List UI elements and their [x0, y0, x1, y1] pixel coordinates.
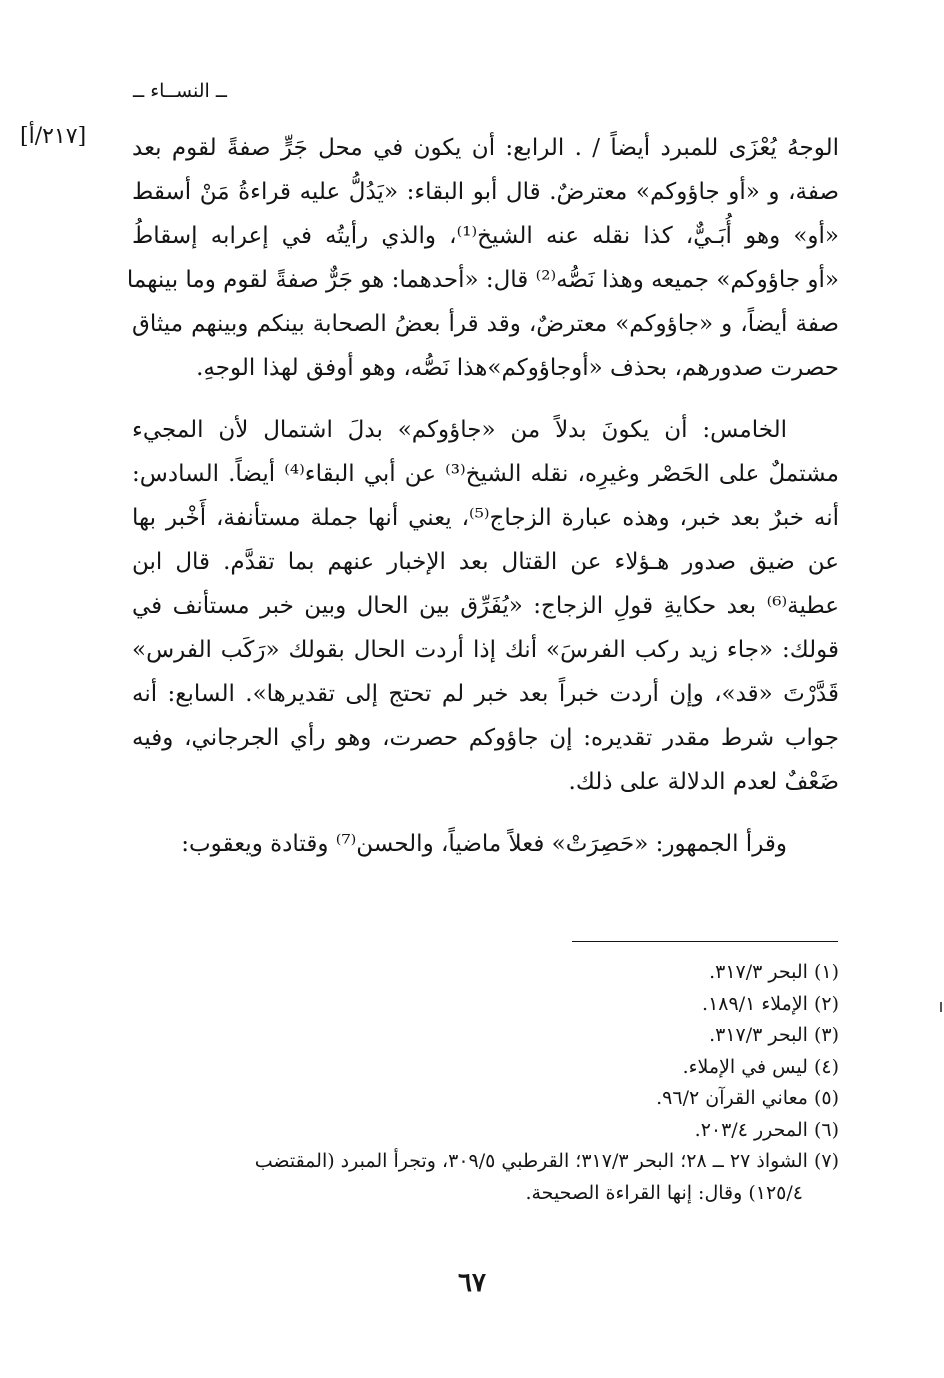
- footnote-separator: [572, 941, 838, 942]
- footnote: [132, 1020, 839, 1052]
- body-line: قَدَّرْتَ «قد»، وإن أردت خبراً بعد خبر لم تحتج إلى تقديرها». السابع: أنه: [132, 681, 839, 707]
- page-number: ٦٧: [458, 1268, 486, 1298]
- footnote-text: ١٢٥/٤) وقال: إنها القراءة الصحيحة.: [525, 1181, 803, 1204]
- footnote-continuation: [132, 1178, 839, 1210]
- footnote-text: البحر ٣١٧/٣.: [709, 1024, 808, 1046]
- footnote-number: (٥): [813, 1087, 839, 1109]
- body-line: عطية⁽⁶⁾ بعد حكايةِ قولِ الزجاج: «يُفَرِّق بين الحال وبين خبر مستأنف في: [132, 593, 839, 619]
- footnote-number: (٦): [813, 1118, 839, 1141]
- footnote: [132, 989, 839, 1021]
- body-line: أنه خبرٌ بعد خبر، وهذه عبارة الزجاج⁽⁵⁾، يعني أنها جملة مستأنفة، أَخْبر بها: [132, 505, 839, 531]
- footnote-text: الشواذ ٢٧ ــ ٢٨؛ البحر ٣١٧/٣؛ القرطبي ٣٠٩/٥، وتجرأ المبرد (المقتضب: [254, 1150, 808, 1172]
- body-line: صفة، و «أو جاؤوكم» معترضٌ. قال أبو البقاء: «يَدُلُّ عليه قراءةُ مَنْ أسقط: [132, 179, 839, 205]
- running-header: ــ النســاء ــ: [133, 80, 227, 102]
- footnote-text: البحر ٣١٧/٣.: [709, 961, 808, 983]
- body-line: مشتملٌ على الحَصْر وغيرِه، نقله الشيخ⁽³⁾ عن أبي البقاء⁽⁴⁾ أيضاً. السادس:: [132, 461, 839, 487]
- scan-mark: [940, 1002, 942, 1012]
- footnote-text: الإملاء ١٨٩/١.: [702, 992, 808, 1015]
- footnote: [132, 957, 839, 989]
- footnotes: [132, 957, 839, 1209]
- body-line: الوجهُ يُعْزَى للمبرد أيضاً / . الرابع: أن يكون في محل جَرٍّ صفةً لقوم بعد: [132, 135, 839, 161]
- body-line: ضَعْفٌ لعدم الدلالة على ذلك.: [568, 769, 839, 795]
- body-line: «أو» وهو أُبَـيٌّ، كذا نقله عنه الشيخ⁽¹⁾، والذي رأيتُه في إعرابه إسقاطُ: [132, 223, 839, 249]
- body-line: قولك: «جاء زيد ركب الفرسَ» أنك إذا أردت الحال بقولك «رَكَب الفرس»: [132, 637, 839, 663]
- footnote: [132, 1146, 839, 1178]
- body-line: الخامس: أن يكونَ بدلاً من «جاؤوكم» بدلَ اشتمال لأن المجيء: [132, 417, 787, 443]
- footnote-number: (٤): [813, 1055, 839, 1078]
- footnote: [132, 1083, 839, 1115]
- footnote-number: (١): [813, 961, 839, 983]
- footnote: [132, 1115, 839, 1147]
- body-text: [126, 126, 839, 866]
- body-line: «أو جاؤوكم» جميعه وهذا نَصُّه⁽²⁾ قال: «أحدهما: هو جَرٌّ صفةً لقوم وما بينهما: [126, 267, 839, 293]
- footnote-number: (٢): [813, 992, 839, 1015]
- body-line: جواب شرط مقدر تقديره: إن جاؤوكم حصرت، وهو رأي الجرجاني، وفيه: [132, 725, 839, 751]
- footnote-text: ليس في الإملاء.: [682, 1055, 808, 1078]
- body-line: صفة أيضاً، و «جاؤوكم» معترضٌ، وقد قرأ بعضُ الصحابة بينكم وبينهم ميثاق: [132, 311, 839, 337]
- footnote-number: (٧): [813, 1150, 839, 1172]
- footnote-text: معاني القرآن ٩٦/٢.: [656, 1087, 808, 1109]
- manuscript-folio-marker: [٢١٧/أ]: [20, 124, 87, 149]
- body-line: وقرأ الجمهور: «حَصِرَتْ» فعلاً ماضياً، والحسن⁽⁷⁾ وقتادة ويعقوب:: [181, 831, 787, 857]
- footnote-text: المحرر ٢٠٣/٤.: [694, 1118, 808, 1141]
- body-line: حصرت صدورهم، بحذف «أوجاؤوكم»هذا نَصُّه، وهو أوفق لهذا الوجهِ.: [196, 355, 839, 381]
- footnote: [132, 1052, 839, 1084]
- body-line: عن ضيق صدور هـؤلاء عن القتال بعد الإخبار عنهم بما تقدَّم. قال ابن: [132, 549, 839, 575]
- footnote-number: (٣): [813, 1024, 839, 1046]
